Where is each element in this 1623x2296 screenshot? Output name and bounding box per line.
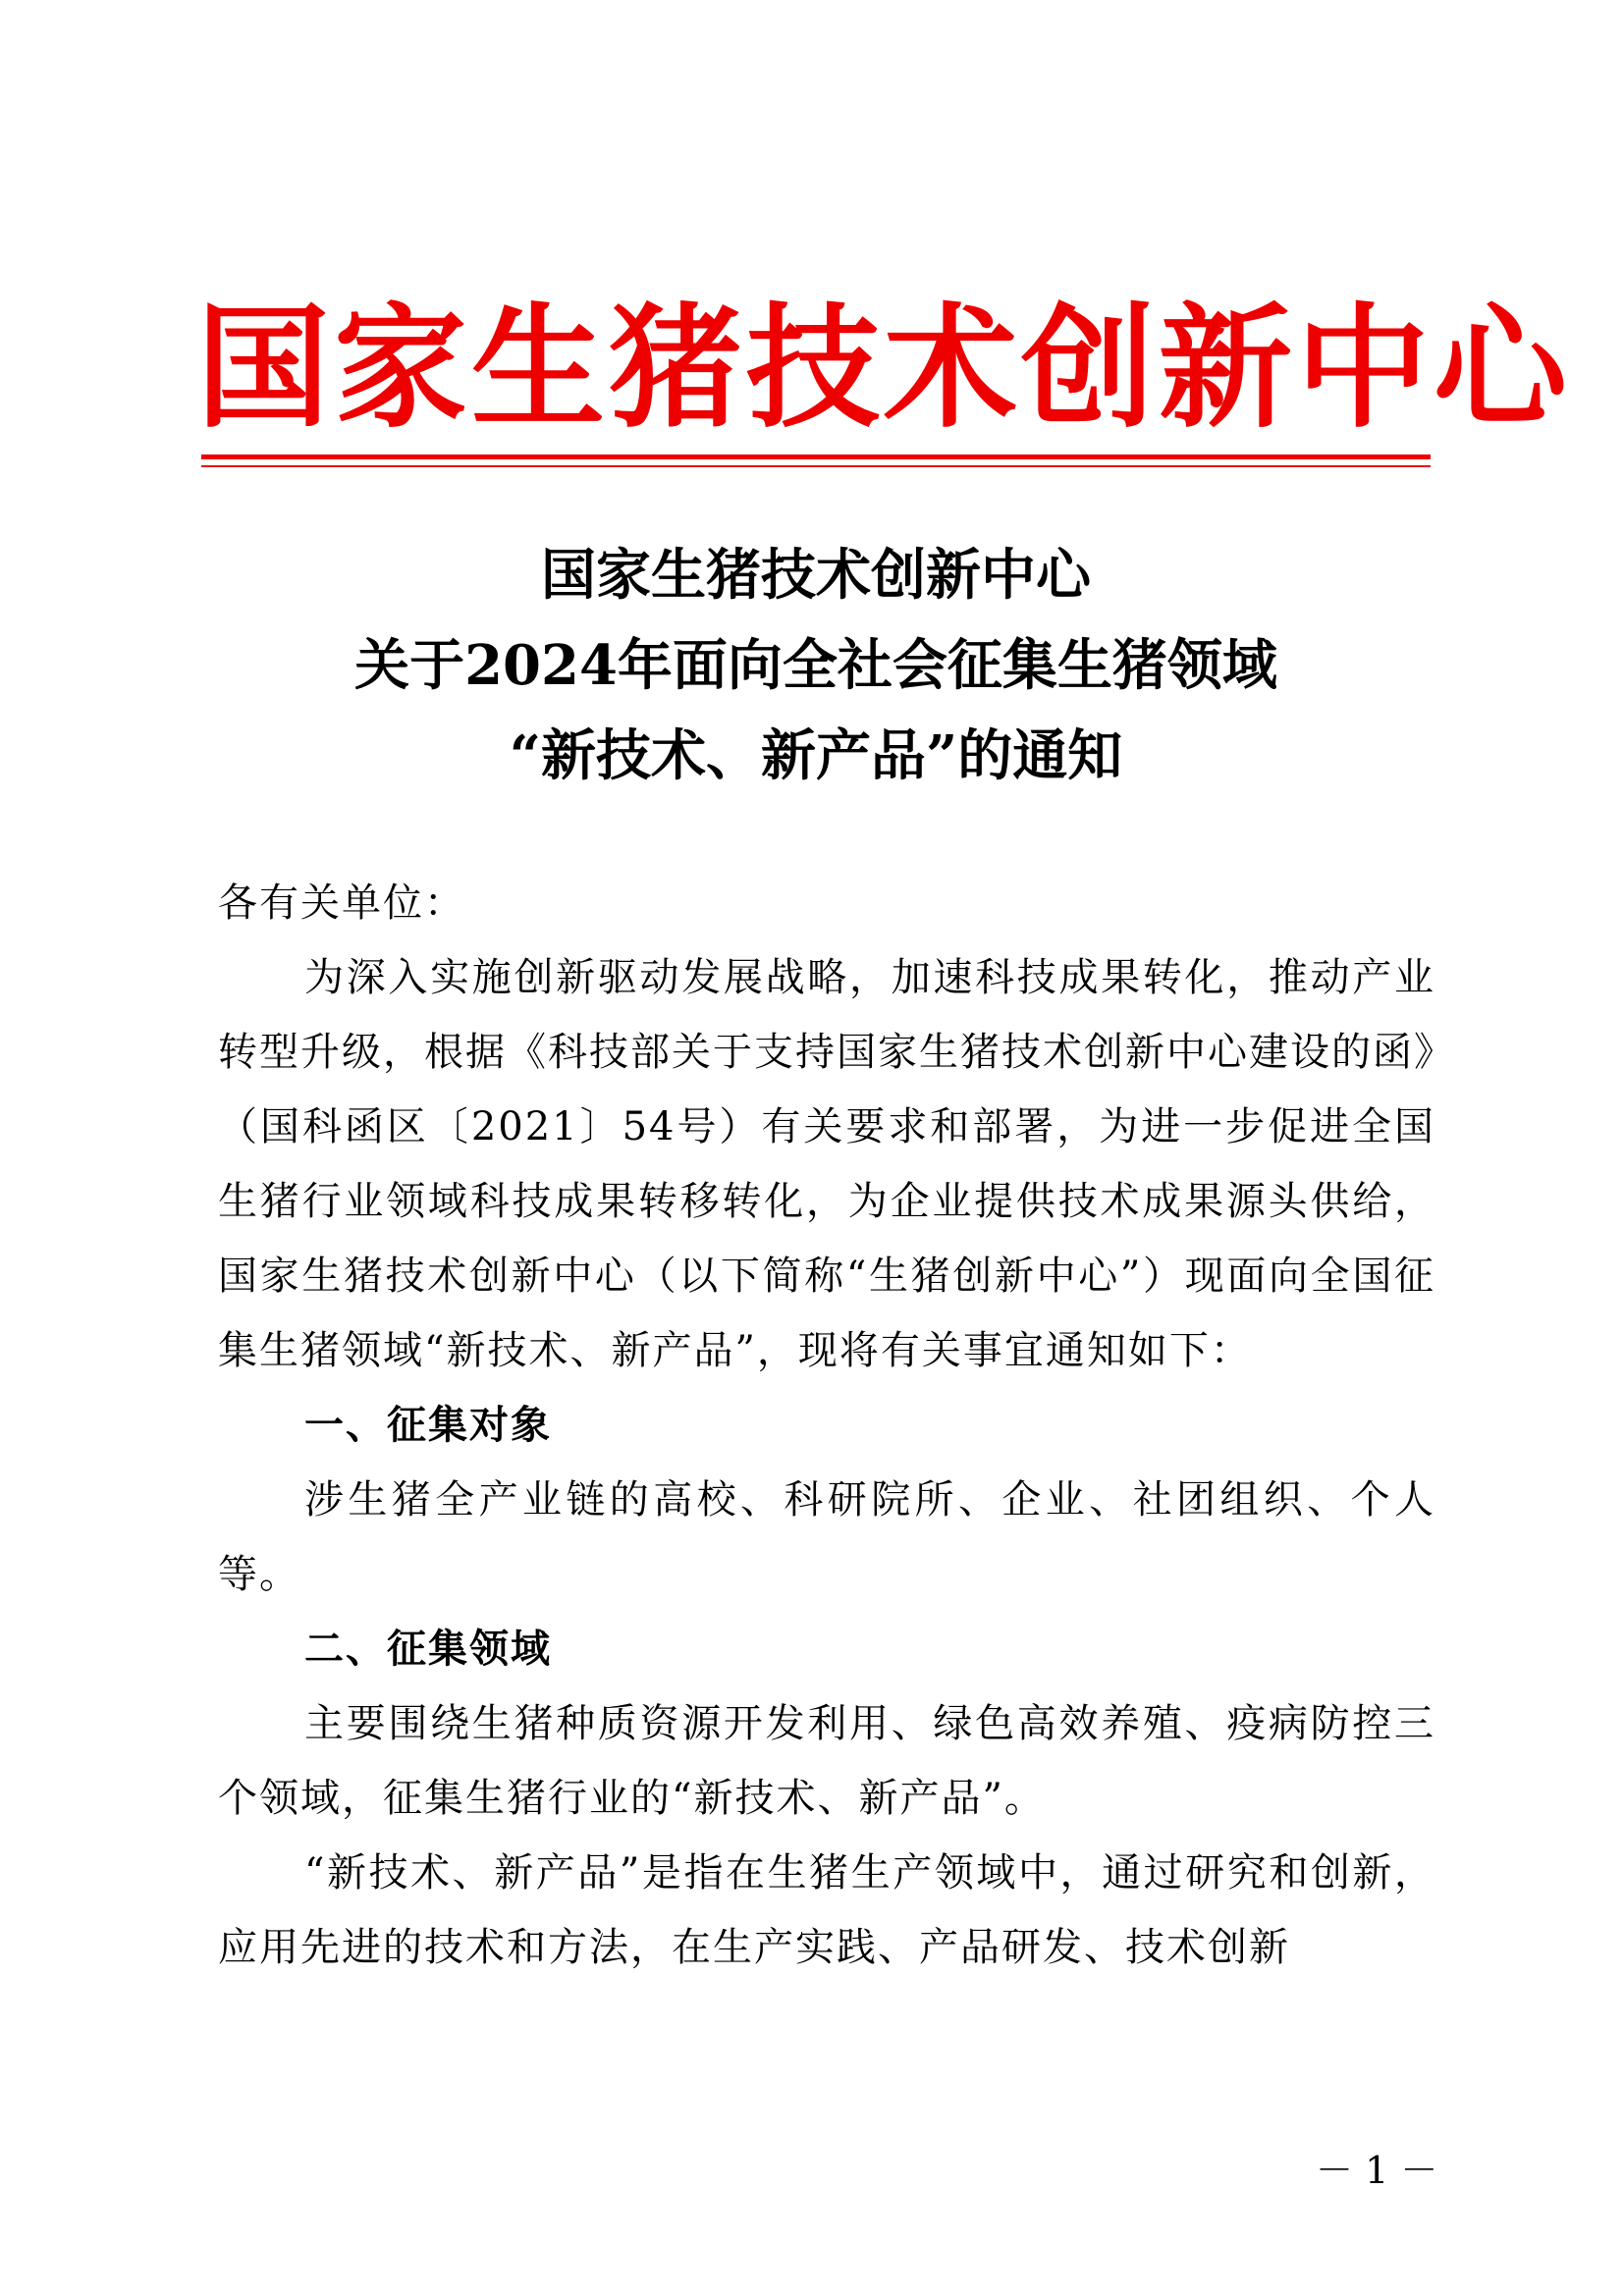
document-title xyxy=(201,530,1431,801)
section-2-heading: 二、征集领域 xyxy=(304,1627,552,1672)
salutation: 各有关单位： xyxy=(218,881,465,926)
document-title-line-3: “新技术、新产品”的通知 xyxy=(509,723,1123,788)
masthead-rule-thin xyxy=(201,465,1431,467)
section-1-body: 涉生猪全产业链的高校、科研院所、企业、社团组织、个人等。 xyxy=(218,1477,1435,1597)
masthead-title: 国家生猪技术创新中心 xyxy=(196,290,1571,447)
section-1-heading: 一、征集对象 xyxy=(304,1403,552,1448)
document-body xyxy=(218,866,1435,1985)
document-title-line-2: 关于2024年面向全社会征集生猪领域 xyxy=(354,633,1277,698)
intro-paragraph: 为深入实施创新驱动发展战略，加速科技成果转化，推动产业转型升级，根据《科技部关于支持国家生猪技术创新中心建设的函》（国科函区〔2021〕54号）有关要求和部署，为进一步促进全国生猪行业领域科技成果转移转化，为企业提供技术成果源头供给，国家生猪技术创新中心（以下简称“生猪创新中心”）现面向全国征集生猪领域“新技术、新产品”，现将有关事宜通知如下： xyxy=(218,955,1435,1373)
masthead-rule-thick xyxy=(201,454,1431,459)
section-2-definition: “新技术、新产品”是指在生猪生产领域中，通过研究和创新，应用先进的技术和方法，在生产实践、产品研发、技术创新 xyxy=(218,1850,1435,1970)
section-2-body: 主要围绕生猪种质资源开发利用、绿色高效养殖、疫病防控三个领域，征集生猪行业的“新技术、新产品”。 xyxy=(218,1701,1435,1821)
page-number: － 1 － xyxy=(1316,2149,1438,2192)
document-title-line-1: 国家生猪技术创新中心 xyxy=(541,543,1091,608)
